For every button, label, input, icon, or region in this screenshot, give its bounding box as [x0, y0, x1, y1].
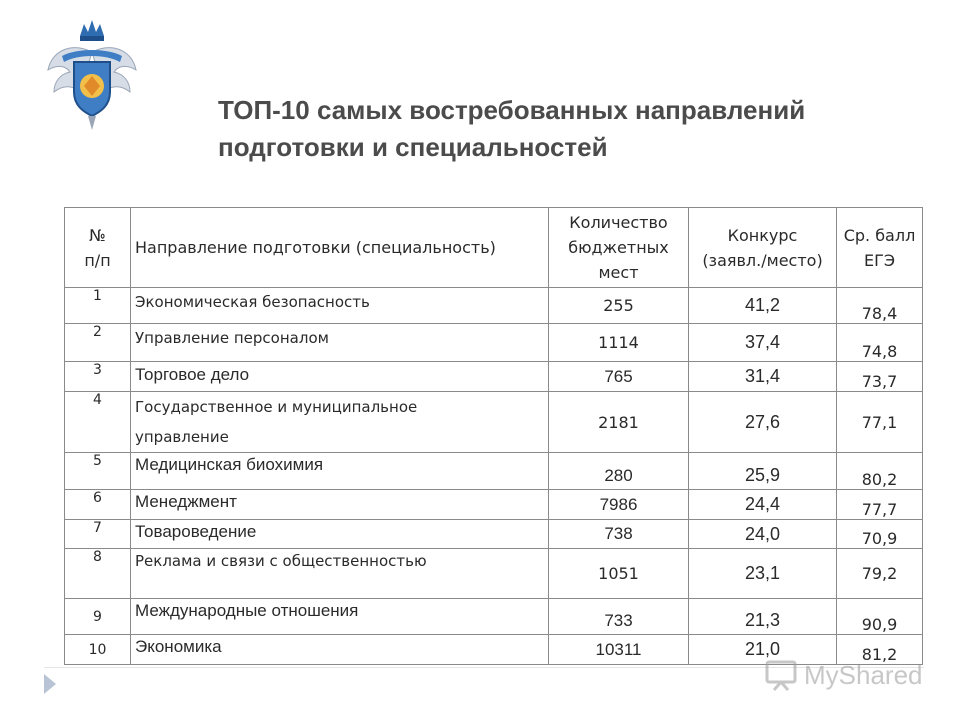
cell-competition: 24,0: [689, 520, 837, 549]
table-row: [65, 453, 923, 490]
cell-num: 6: [65, 490, 131, 520]
watermark: [764, 654, 934, 696]
cell-ege: 79,2: [837, 549, 923, 599]
cell-direction: Международные отношения: [131, 599, 549, 635]
table-header-row: [65, 208, 923, 288]
table-row: [65, 599, 923, 635]
header-direction: Направление подготовки (специальность): [131, 208, 549, 288]
cell-direction: Экономическая безопасность: [131, 288, 549, 324]
cell-seats: 733: [549, 599, 689, 635]
cell-num: 1: [65, 288, 131, 324]
cell-competition: 31,4: [689, 362, 837, 392]
cell-num: 5: [65, 453, 131, 490]
presentation-icon: [764, 658, 798, 692]
cell-seats: 2181: [549, 392, 689, 453]
cell-direction: Государственное и муниципальное управление: [131, 392, 549, 453]
cell-direction: Экономика: [131, 635, 549, 665]
cell-direction: Менеджмент: [131, 490, 549, 520]
cell-direction: Торговое дело: [131, 362, 549, 392]
cell-ege: 81,2: [837, 635, 923, 665]
cell-ege: 78,4: [837, 288, 923, 324]
table-row: [65, 362, 923, 392]
table-row: [65, 490, 923, 520]
cell-ege: 77,1: [837, 392, 923, 453]
table-row: [65, 288, 923, 324]
cell-ege: 90,9: [837, 599, 923, 635]
cell-seats: 738: [549, 520, 689, 549]
cell-competition: 23,1: [689, 549, 837, 599]
cell-direction: Управление персоналом: [131, 324, 549, 362]
cell-num: 8: [65, 549, 131, 599]
cell-seats: 280: [549, 453, 689, 490]
cell-competition: 21,0: [689, 635, 837, 665]
table-row: [65, 520, 923, 549]
cell-competition: 27,6: [689, 392, 837, 453]
table-row: [65, 324, 923, 362]
cell-seats: 255: [549, 288, 689, 324]
cell-seats: 765: [549, 362, 689, 392]
header-num: № п/п: [65, 208, 131, 288]
cell-competition: 41,2: [689, 288, 837, 324]
cell-direction: Товароведение: [131, 520, 549, 549]
header-competition: Конкурс (заявл./место): [689, 208, 837, 288]
cell-ege: 77,7: [837, 490, 923, 520]
cell-num: 10: [65, 635, 131, 665]
watermark-text: MyShared: [804, 659, 923, 690]
cell-seats: 7986: [549, 490, 689, 520]
cell-competition: 25,9: [689, 453, 837, 490]
cell-direction: Реклама и связи с общественностью: [131, 549, 549, 599]
play-arrow-icon[interactable]: [44, 674, 56, 694]
page-title: [218, 92, 918, 166]
cell-competition: 37,4: [689, 324, 837, 362]
cell-num: 2: [65, 324, 131, 362]
cell-seats: 1114: [549, 324, 689, 362]
header-ege: Ср. балл ЕГЭ: [837, 208, 923, 288]
cell-seats: 10311: [549, 635, 689, 665]
title-line-1: ТОП-10 самых востребованных направлений: [218, 95, 806, 125]
cell-ege: 74,8: [837, 324, 923, 362]
cell-competition: 21,3: [689, 599, 837, 635]
cell-seats: 1051: [549, 549, 689, 599]
cell-ege: 80,2: [837, 453, 923, 490]
cell-competition: 24,4: [689, 490, 837, 520]
cell-num: 7: [65, 520, 131, 549]
title-line-2: подготовки и специальностей: [218, 132, 608, 162]
header-seats: Количество бюджетных мест: [549, 208, 689, 288]
cell-num: 4: [65, 392, 131, 453]
top10-table: [64, 207, 923, 665]
cell-num: 3: [65, 362, 131, 392]
cell-direction: Медицинская биохимия: [131, 453, 549, 490]
cell-ege: 73,7: [837, 362, 923, 392]
university-emblem-icon: [44, 12, 140, 134]
table-row: [65, 549, 923, 599]
cell-num: 9: [65, 599, 131, 635]
cell-ege: 70,9: [837, 520, 923, 549]
table-row: [65, 392, 923, 453]
